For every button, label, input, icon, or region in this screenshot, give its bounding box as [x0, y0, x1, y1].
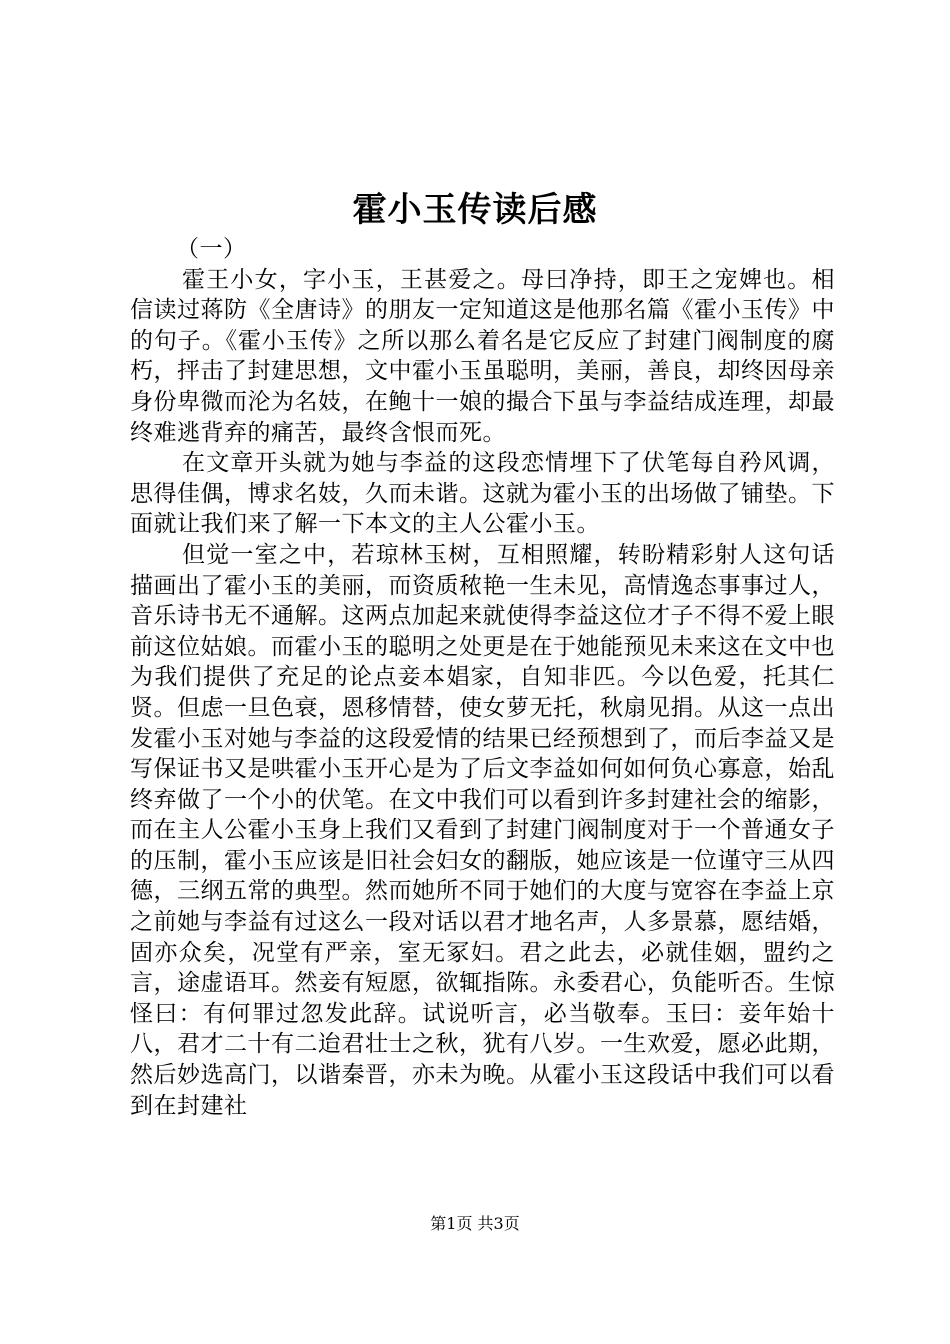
paragraph: 在文章开头就为她与李益的这段恋情埋下了伏笔每自矜风调，思得佳偶，博求名妓，久而未谐。这就为霍小玉的出场做了铺垫。下面就让我们来了解一下本文的主人公霍小玉。: [130, 450, 835, 538]
paragraph: 霍王小女，字小玉，王甚爱之。母曰净持，即王之宠婢也。相信读过蒋防《全唐诗》的朋友一定知道这是他那名篇《霍小玉传》中的句子。《霍小玉传》之所以那么着名是它反应了封建门阀制度的腐朽，抨击了封建思想，文中霍小玉虽聪明，美丽，善良，却终因母亲身份卑微而沦为名妓，在鲍十一娘的撮合下虽与李益结成连理，却最终难逃背弃的痛苦，最终含恨而死。: [130, 266, 835, 446]
page-footer: 第1页 共3页: [430, 1214, 520, 1233]
page-title: 霍小玉传读后感: [352, 190, 598, 230]
section-marker: （一）: [176, 236, 247, 262]
document-body: [130, 234, 835, 1121]
paragraph: 但觉一室之中，若琼林玉树，互相照耀，转盼精彩射人这句话描画出了霍小玉的美丽，而资质秾艳一生未见，高情逸态事事过人，音乐诗书无不通解。这两点加起来就使得李益这位才子不得不爱上眼前这位姑娘。而霍小玉的聪明之处更是在于她能预见未来这在文中也为我们提供了充足的论点妾本娼家，自知非匹。今以色爱，托其仁贤。但虑一旦色衰，恩移情替，使女萝无托，秋扇见捐。从这一点出发霍小玉对她与李益的这段爱情的结果已经预想到了，而后李益又是写保证书又是哄霍小玉开心是为了后文李益如何如何负心寡意，始乱终弃做了一个小的伏笔。在文中我们可以看到许多封建社会的缩影，而在主人公霍小玉身上我们又看到了封建门阀制度对于一个普通女子的压制，霍小玉应该是旧社会妇女的翻版，她应该是一位谨守三从四德，三纲五常的典型。然而她所不同于她们的大度与宽容在李益上京之前她与李益有过这么一段对话以君才地名声，人多景慕，愿结婚，固亦众矣，况堂有严亲，室无冢妇。君之此去，必就佳姻，盟约之言，途虚语耳。然妾有短愿，欲辄指陈。永委君心，负能听否。生惊怪曰：有何罪过忽发此辞。试说听言，必当敬奉。玉曰：妾年始十八，君才二十有二迨君壮士之秋，犹有八岁。一生欢爱，愿必此期，然后妙选高门，以谐秦晋，亦未为晚。从霍小玉这段话中我们可以看到在封建社: [130, 541, 835, 1119]
